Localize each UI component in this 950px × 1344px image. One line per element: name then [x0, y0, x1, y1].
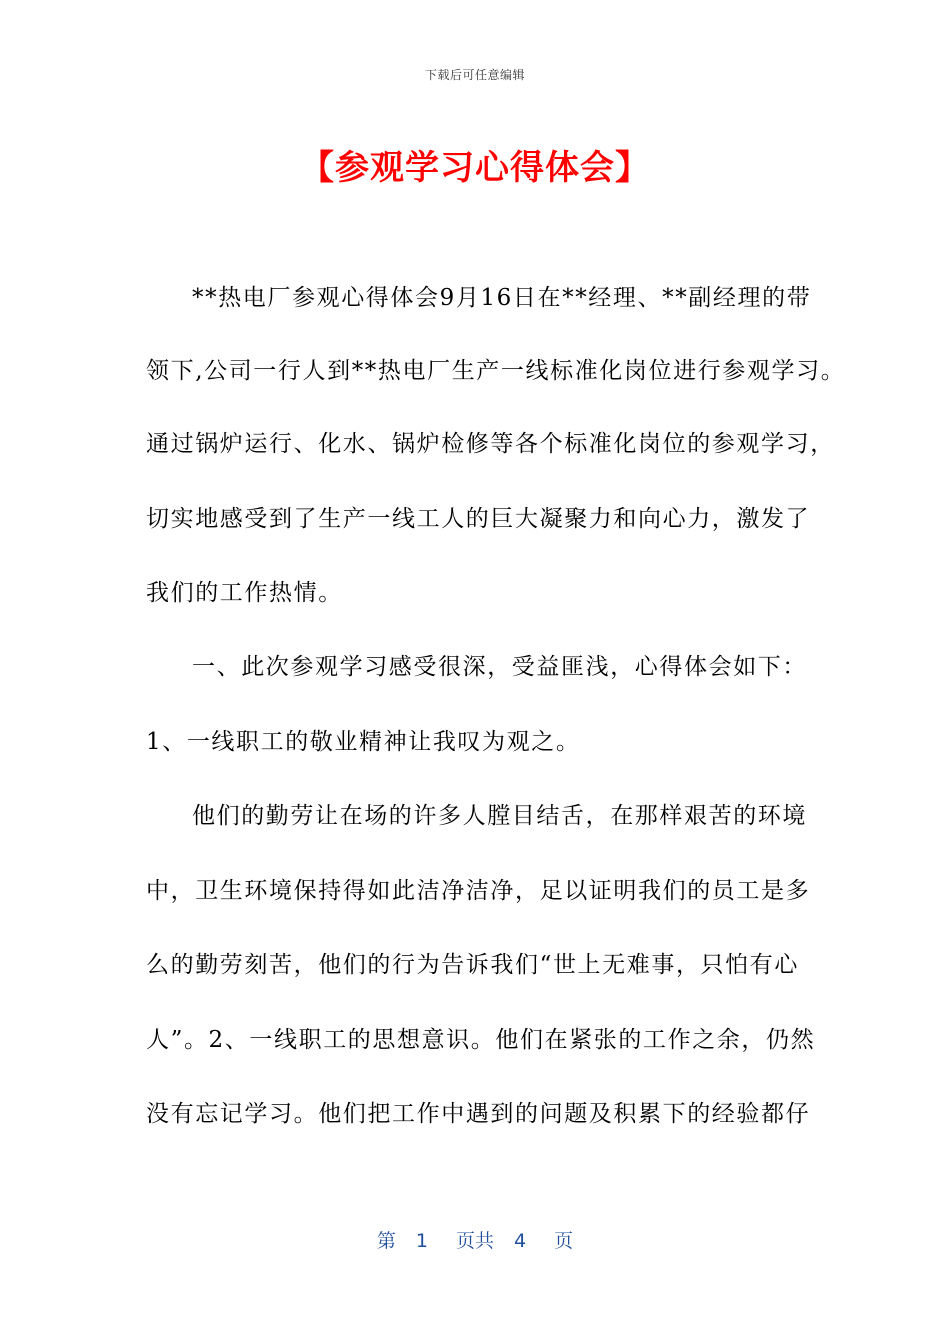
- page-footer: [0, 1226, 950, 1253]
- paragraph-line-1: **热电厂参观心得体会9月16日在**经理、**副经理的带: [192, 285, 812, 311]
- paragraph-line-7: 中，卫生环境保持得如此洁净洁净，足以证明我们的员工是多: [146, 878, 811, 904]
- total-label: 页共: [455, 1230, 494, 1252]
- paragraph-line-8: 么的勤劳刻苦，他们的行为告诉我们“世上无难事，只怕有心: [146, 952, 799, 978]
- page-label: 第: [376, 1230, 396, 1252]
- section-heading: 一、此次参观学习感受很深，受益匪浅，心得体会如下：: [192, 654, 807, 680]
- paragraph-line-10: 没有忘记学习。他们把工作中遇到的问题及积累下的经验都仔: [146, 1101, 811, 1127]
- paragraph-line-6: 他们的勤劳让在场的许多人膛目结舌，在那样艰苦的环境: [192, 803, 807, 829]
- page-number: 1: [415, 1230, 428, 1252]
- header-note: 下载后可任意编辑: [424, 68, 525, 82]
- paragraph-line-4: 切实地感受到了生产一线工人的巨大凝聚力和向心力，激发了: [146, 506, 811, 532]
- page-suffix: 页: [554, 1230, 574, 1252]
- paragraph-line-5: 我们的工作热情。: [146, 580, 343, 606]
- paragraph-line-3: 通过锅炉运行、化水、锅炉检修等各个标准化岗位的参观学习，: [146, 431, 835, 457]
- document-title: 【参观学习心得体会】: [300, 148, 650, 188]
- paragraph-line-9: 人”。2、一线职工的思想意识。他们在紧张的工作之余，仍然: [146, 1027, 816, 1053]
- total-pages: 4: [514, 1230, 527, 1252]
- paragraph-line-2: 领下,公司一行人到**热电厂生产一线标准化岗位进行参观学习。: [146, 358, 846, 384]
- list-item-1: 1、一线职工的敬业精神让我叹为观之。: [146, 729, 581, 755]
